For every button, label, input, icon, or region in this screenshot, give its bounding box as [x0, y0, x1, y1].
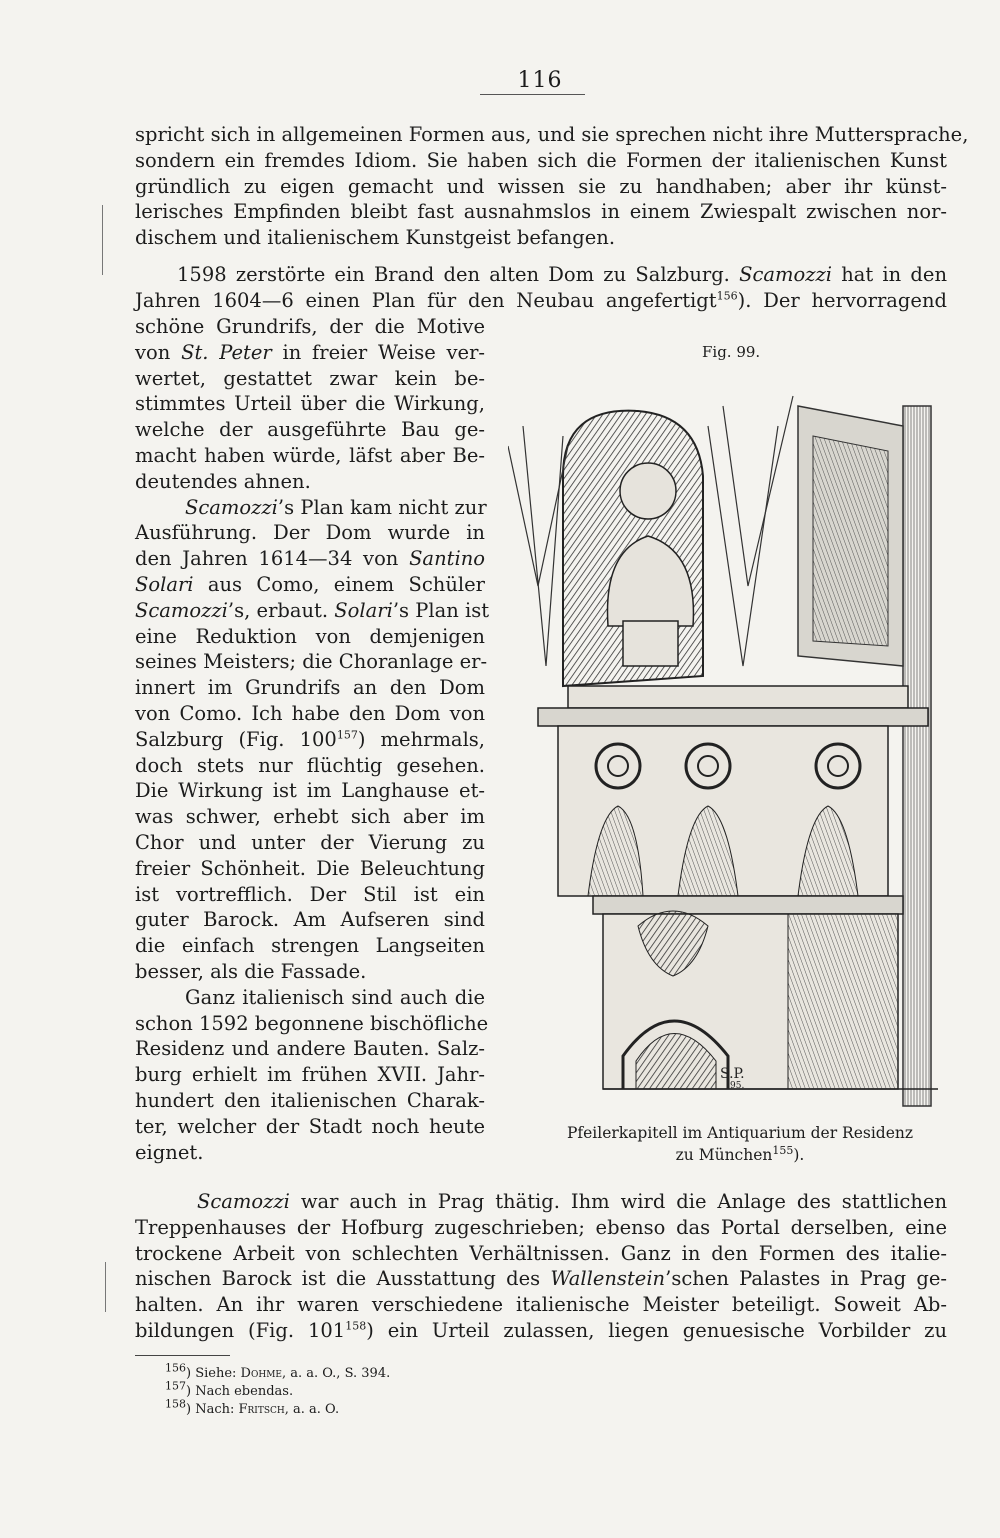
person-name: Solari: [135, 572, 194, 596]
page-number: 116: [517, 68, 563, 93]
text-line: Chor und unter der Vierung zu: [135, 830, 485, 854]
text-span: in freier Weise ver-: [282, 340, 485, 364]
text-line: was schwer, erhebt sich aber im: [135, 805, 485, 829]
text-span: von: [135, 340, 171, 364]
text-line: Ganz italienisch sind auch die: [185, 985, 485, 1009]
text-line: Die Wirkung ist im Langhause et-: [135, 779, 485, 803]
text-span: ) mehrmals,: [357, 727, 486, 751]
place-name: St. Peter: [181, 340, 272, 364]
text-line: schon 1592 begonnene bischöfliche: [135, 1011, 489, 1035]
text-line: guter Barock. Am Aufseren sind: [135, 908, 485, 932]
text-line: [135, 262, 947, 288]
text-span: aus Como, einem Schüler: [207, 572, 485, 596]
page-number-rule: [480, 94, 585, 95]
footnote: [165, 1361, 391, 1383]
text-span: , a. a. O.: [284, 1402, 340, 1417]
text-line: [135, 727, 485, 753]
text-line: spricht sich in allgemeinen Formen aus, und sie sprechen nicht ihre Muttersprache,: [135, 123, 969, 146]
text-line: [135, 495, 485, 521]
text-span: zu München: [675, 1146, 773, 1164]
text-line: welche der ausgeführte Bau ge-: [135, 418, 485, 442]
caption-line: Pfeilerkapitell im Antiquarium der Residenz: [566, 1124, 914, 1142]
text-line: ist vortrefflich. Der Stil ist ein: [135, 882, 485, 906]
figure-caption: [530, 1122, 950, 1166]
figure-pillar-capital: [508, 366, 948, 1116]
text-span: ) ein Urteil zulassen, liegen genuesische Vorbilder zu: [366, 1318, 948, 1342]
text-line: sondern ein fremdes Idiom. Sie haben sich die Formen der italienischen Kunst: [135, 148, 947, 172]
text-span: bildungen (Fig. 101: [135, 1318, 346, 1342]
person-name: Solari: [334, 598, 393, 622]
footnote-ref: 155: [772, 1143, 794, 1157]
footnote-ref: 158: [345, 1319, 367, 1333]
text-line: ter, welcher der Stadt noch heute: [135, 1114, 485, 1138]
text-line: Treppenhauses der Hofburg zugeschrieben; ebenso das Portal derselben, eine: [135, 1215, 947, 1239]
person-name: Scamozzi: [739, 263, 833, 286]
text-span: ) Siehe:: [186, 1366, 241, 1381]
text-line: trockene Arbeit von schlechten Verhältnissen. Ganz in den Formen des italie-: [135, 1241, 947, 1265]
text-line: schöne Grundrifs, der die Motive: [135, 315, 485, 338]
footnote-number: 156: [165, 1361, 186, 1375]
text-span: Jahren 1604—6 einen Plan für den Neubau angefertigt: [135, 288, 717, 312]
text-line: wertet, gestattet zwar kein be-: [135, 366, 485, 390]
text-span: ’schen Palastes in Prag ge-: [665, 1267, 947, 1291]
text-span: nischen Barock ist die Ausstattung des: [135, 1267, 541, 1291]
text-span: ).: [793, 1146, 805, 1164]
text-span: Salzburg (Fig. 100: [135, 727, 337, 751]
text-line: lerisches Empfinden bleibt fast ausnahmslos in einem Zwiespalt zwischen nor-: [135, 200, 947, 224]
text-span: ’s Plan kam nicht zur: [277, 495, 487, 519]
person-name: Scamozzi: [135, 598, 228, 622]
text-span: , a. a. O., S. 394.: [281, 1366, 391, 1381]
footnote-number: 158: [165, 1397, 186, 1411]
text-line: [135, 572, 485, 598]
text-line: [135, 546, 485, 572]
text-line: innert im Grundrifs an den Dom: [135, 676, 485, 700]
figure-label: Fig. 99.: [702, 343, 761, 361]
person-name: Scamozzi: [185, 495, 278, 519]
person-name: Scamozzi: [197, 1190, 290, 1213]
text-line: doch stets nur flüchtig gesehen.: [135, 753, 485, 777]
person-name: Wallenstein: [550, 1267, 666, 1291]
text-line: [135, 288, 947, 314]
text-span: ’s Plan ist: [392, 598, 490, 622]
text-line: Residenz und andere Bauten. Salz-: [135, 1037, 485, 1061]
footnote: [165, 1397, 390, 1419]
figure-signature: S.P.: [720, 1066, 745, 1082]
footnote: [165, 1379, 390, 1401]
pillar-capital-engraving: [508, 366, 948, 1116]
text-line: macht haben würde, läfst aber Be-: [135, 443, 485, 467]
footnote-ref: 156: [716, 289, 738, 303]
text-span: ’s, erbaut.: [227, 598, 329, 622]
footnote-rule: [135, 1355, 230, 1356]
figure-year: 95.: [730, 1081, 745, 1091]
text-line: seines Meisters; die Choranlage er-: [135, 650, 488, 674]
margin-pencil-mark-lower: [105, 1262, 106, 1312]
text-line: [135, 1266, 947, 1292]
text-line: burg erhielt im frühen XVII. Jahr-: [135, 1063, 485, 1087]
paragraph-bottom: [135, 1189, 947, 1344]
text-line: halten. An ihr waren verschiedene italienische Meister beteiligt. Soweit Ab-: [135, 1293, 947, 1317]
paragraph-top: [135, 122, 969, 251]
text-span: ). Der hervorragend: [737, 288, 947, 312]
text-line: [135, 1189, 947, 1215]
author-name: Dohme: [240, 1366, 282, 1381]
text-span: ) Nach:: [186, 1402, 239, 1417]
margin-pencil-mark: [102, 205, 103, 275]
author-name: Fritsch: [238, 1402, 285, 1417]
footnotes: [165, 1361, 391, 1419]
text-line: von Como. Ich habe den Dom von: [135, 701, 485, 725]
text-span: war auch in Prag thätig. Ihm wird die Anlage des stattlichen: [300, 1190, 948, 1213]
footnote-ref: 157: [336, 728, 358, 742]
text-line: [135, 340, 485, 366]
text-line: dischem und italienischem Kunstgeist befangen.: [135, 226, 616, 250]
text-line: stimmtes Urteil über die Wirkung,: [135, 392, 485, 416]
text-line: eignet.: [135, 1140, 204, 1164]
text-line: deutendes ahnen.: [135, 469, 311, 493]
text-span: hat in den: [841, 263, 948, 286]
text-span: 1598 zerstörte ein Brand den alten Dom zu Salzburg.: [177, 263, 730, 286]
person-name: Santino: [409, 547, 485, 571]
text-line: [135, 598, 490, 624]
paragraph-1598: [135, 262, 947, 314]
footnote-number: 157: [165, 1379, 186, 1393]
text-line: gründlich zu eigen gemacht und wissen sie zu handhaben; aber ihr künst-: [135, 174, 947, 198]
text-line: [135, 1318, 947, 1344]
text-line: hundert den italienischen Charak-: [135, 1088, 485, 1112]
caption-line: [530, 1144, 950, 1166]
text-line: die einfach strengen Langseiten: [135, 934, 485, 958]
text-span: den Jahren 1614—34 von: [135, 547, 399, 571]
left-column-text: [135, 314, 490, 1165]
text-line: eine Reduktion von demjenigen: [135, 624, 485, 648]
text-span: ) Nach ebendas.: [186, 1384, 294, 1399]
text-line: freier Schönheit. Die Beleuchtung: [135, 856, 485, 880]
text-line: Ausführung. Der Dom wurde in: [135, 521, 485, 545]
text-line: besser, als die Fassade.: [135, 959, 367, 983]
